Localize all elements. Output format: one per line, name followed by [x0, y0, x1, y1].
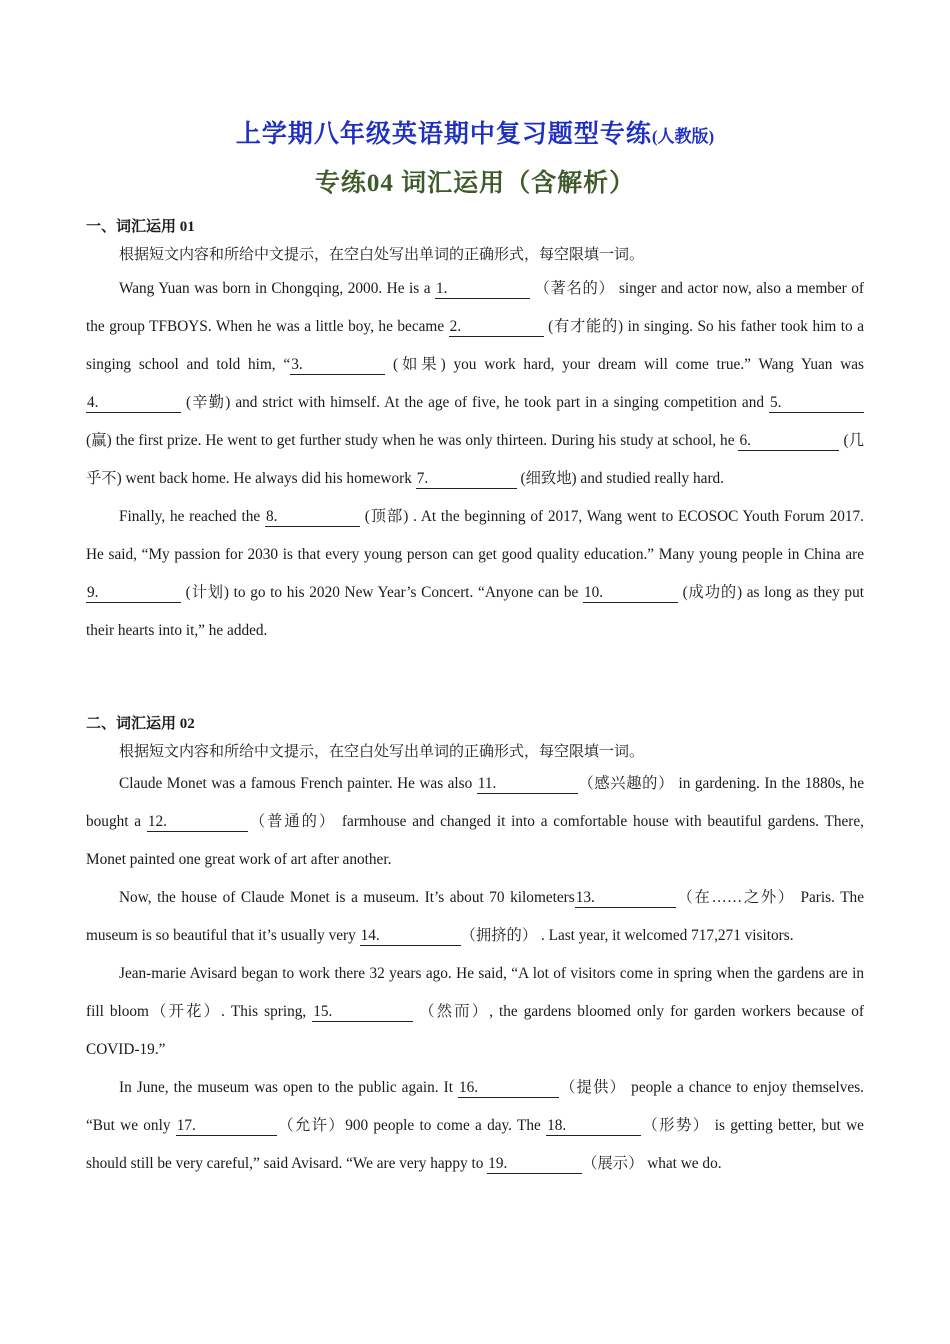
hint-8: (顶部)	[364, 508, 409, 525]
section-2	[86, 714, 864, 1183]
document-subtitle: 专练04 词汇运用（含解析）	[314, 170, 636, 197]
section-2-paragraph-4: In June, the museum was open to the public again. It 16. （提供） people a chance to enjoy themselves. “But we only 17. （允许）900 people to come a day. The 18. （形势） is getting better, but we should still be very careful,” said Avisard. “We are very happy to 19. （展示） what we do.	[86, 1079, 864, 1172]
hint-12: （普通的）	[247, 813, 337, 830]
section-2-heading: 二、词汇运用 02	[86, 716, 195, 732]
hint-4: (辛勤)	[186, 394, 231, 411]
hint-2: (有才能的)	[548, 318, 624, 335]
hint-3: (如果)	[393, 356, 446, 373]
section-2-paragraph-1: Claude Monet was a famous French painter. He was also 11. （感兴趣的） in gardening. In the 1880s, he bought a 12. （普通的） farmhouse and changed it into a comfortable house with beautiful gardens. There, Monet painted one great work of art after another.	[86, 775, 864, 868]
hint-10: (成功的)	[682, 584, 743, 601]
answer-blank-16[interactable]: 16.	[458, 1079, 559, 1098]
answer-blank-2[interactable]: 2.	[449, 318, 544, 337]
answer-blank-6[interactable]: 6.	[738, 432, 839, 451]
section-1-paragraph-2: Finally, he reached the 8. (顶部) . At the beginning of 2017, Wang went to ECOSOC Youth Forum 2017. He said, “My passion for 2030 is that every young person can get good quality education.” Many young people in China are 9. (计划) to go to his 2020 New Year’s Concert. “Anyone can be 10. (成功的) as long as they put their hearts into it,” he added.	[86, 508, 865, 639]
hint-13: （在……之外）	[675, 889, 795, 906]
hint-9: (计划)	[185, 584, 229, 601]
hint-11: （感兴趣的）	[577, 775, 675, 792]
hint-18: （形势）	[641, 1117, 710, 1134]
title-edition: (人教版)	[651, 127, 715, 146]
answer-blank-12[interactable]: 12.	[147, 813, 248, 832]
hint-6: (几乎不)	[86, 432, 864, 487]
hint-5: (赢)	[86, 432, 112, 449]
section-2-instruction: 根据短文内容和所给中文提示，在空白处写出单词的正确形式，每空限填一词。	[119, 744, 645, 760]
section-1-paragraph-1: Wang Yuan was born in Chongqing, 2000. He is a 1. （著名的） singer and actor now, also a member of the group TFBOYS. When he was a little boy, he became 2. (有才能的) in singing. So his father took him to a singing school and told him, “3. (如果) you work hard, your dream will come true.” Wang Yuan was 4. (辛勤) and strict with himself. At the age of five, he took part in a singing competition and 5. (赢) the first prize. He went to get further study when he was only thirteen. During his study at school, he 6. (几乎不) went back home. He always did his homework 7. (细致地) and studied really hard.	[86, 280, 865, 487]
answer-blank-11[interactable]: 11.	[477, 775, 578, 794]
answer-blank-17[interactable]: 17.	[176, 1117, 277, 1136]
answer-blank-15[interactable]: 15.	[312, 1003, 413, 1022]
document-title	[0, 114, 950, 150]
answer-blank-18[interactable]: 18.	[546, 1117, 641, 1136]
answer-blank-4[interactable]: 4.	[86, 394, 181, 413]
section-2-paragraph-3: Jean-marie Avisard began to work there 32 years ago. He said, “A lot of visitors come in spring when the gardens are in fill bloom（开花）. This spring, 15. （然而）, the gardens bloomed only for garden workers because of COVID-19.”	[86, 965, 864, 1058]
hint-14: （拥挤的）	[460, 927, 538, 944]
answer-blank-1[interactable]: 1.	[435, 280, 530, 299]
title-main: 上学期八年级英语期中复习题型专练	[235, 121, 652, 148]
answer-blank-5[interactable]: 5.	[769, 394, 864, 413]
hint-1: （著名的）	[534, 280, 615, 297]
answer-blank-14[interactable]: 14.	[360, 927, 461, 946]
section-1	[86, 217, 864, 650]
answer-blank-9[interactable]: 9.	[86, 584, 181, 603]
answer-blank-8[interactable]: 8.	[265, 508, 360, 527]
answer-blank-7[interactable]: 7.	[416, 470, 517, 489]
section-1-heading: 一、词汇运用 01	[86, 219, 195, 235]
answer-blank-19[interactable]: 19.	[487, 1155, 582, 1174]
section-2-paragraph-2: Now, the house of Claude Monet is a museum. It’s about 70 kilometers13. （在……之外） Paris. The museum is so beautiful that it’s usually very 14. （拥挤的） . Last year, it welcomed 717,271 visitors.	[86, 889, 864, 944]
hint-17: （允许）	[276, 1117, 346, 1134]
hint-7: (细致地)	[520, 470, 577, 487]
hint-19: （展示）	[582, 1155, 644, 1172]
answer-blank-3[interactable]: 3.	[290, 356, 385, 375]
hint-15: （然而）	[419, 1003, 490, 1020]
section-1-instruction: 根据短文内容和所给中文提示，在空白处写出单词的正确形式，每空限填一词。	[119, 247, 645, 263]
answer-blank-13[interactable]: 13.	[575, 889, 676, 908]
answer-blank-10[interactable]: 10.	[583, 584, 678, 603]
hint-16: （提供）	[558, 1079, 627, 1096]
